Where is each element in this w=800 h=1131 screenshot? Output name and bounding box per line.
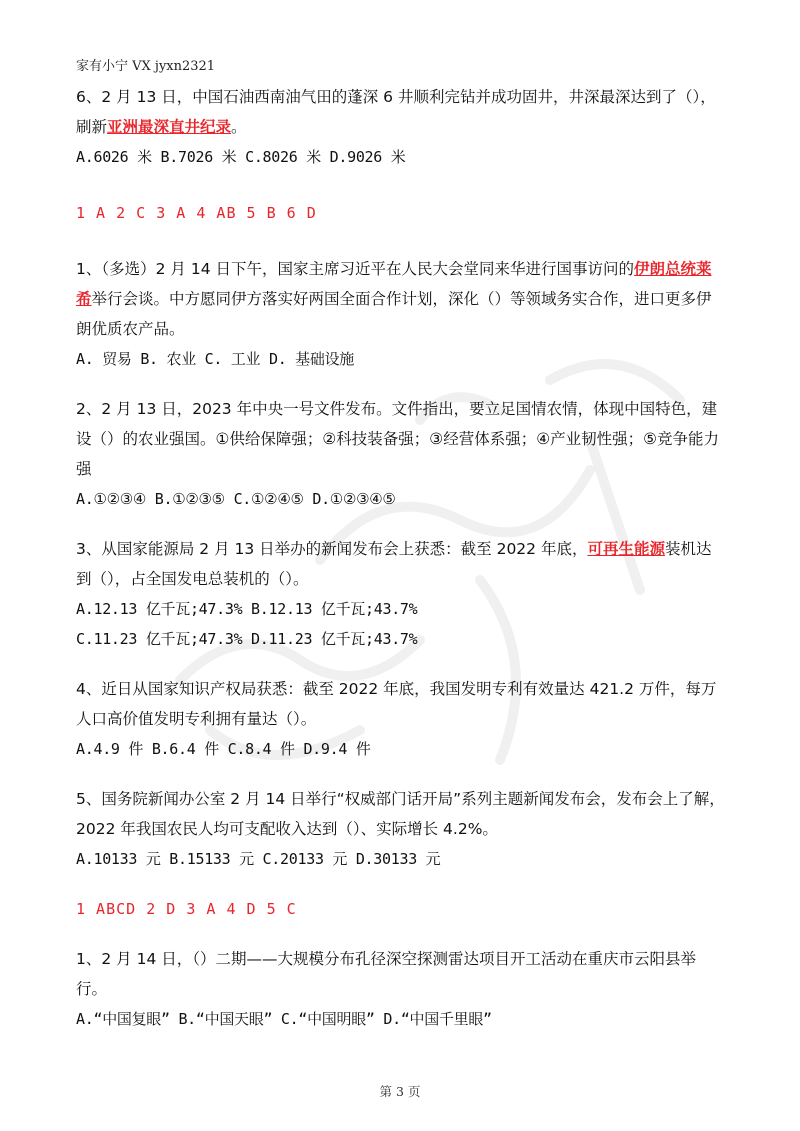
question-options: A.4.9 件 B.6.4 件 C.8.4 件 D.9.4 件 (76, 740, 371, 758)
question-block (76, 674, 726, 764)
question-list (76, 82, 726, 1034)
question-block (76, 394, 726, 514)
page-number: 第 3 页 (379, 1084, 421, 1099)
question-stem: 3、从国家能源局 2 月 13 日举办的新闻发布会上获悉：截至 2022 年底，可再生能源装机达到（），占全国发电总装机的（）。 (76, 540, 712, 588)
highlight-term: 伊朗总统莱希 (76, 260, 712, 308)
question-stem: 5、国务院新闻办公室 2 月 14 日举行“权威部门话开局”系列主题新闻发布会，发布会上了解，2022 年我国农民人均可支配收入达到（）、实际增长 4.2%。 (76, 790, 725, 838)
question-block (76, 944, 726, 1034)
question-block (76, 784, 726, 874)
question-options: A.6026 米 B.7026 米 C.8026 米 D.9026 米 (76, 148, 406, 166)
question-options: A.①②③④ B.①②③⑤ C.①②④⑤ D.①②③④⑤ (76, 490, 396, 508)
question-stem: 6、2 月 13 日，中国石油西南油气田的蓬深 6 井顺利完钻并成功固井，井深最深达到了（），刷新亚洲最深直井纪录。 (76, 88, 716, 136)
question-stem: 1、2 月 14 日，（）二期——大规模分布孔径深空探测雷达项目开工活动在重庆市云阳县举行。 (76, 950, 696, 998)
question-stem: 2、2 月 13 日，2023 年中央一号文件发布。文件指出，要立足国情农情，体现中国特色，建设（）的农业强国。①供给保障强；②科技装备强；③经营体系强；④产业韧性强；⑤竞争能力强 (76, 400, 719, 478)
question-block (76, 534, 726, 654)
highlight-term: 亚洲最深直井纪录 (107, 118, 232, 136)
question-options: A.12.13 亿千瓦;47.3% B.12.13 亿千瓦;43.7% (76, 600, 418, 618)
question-block (76, 82, 726, 172)
answer-key: 1 A 2 C 3 A 4 AB 5 B 6 D (76, 204, 317, 222)
answer-key: 1 ABCD 2 D 3 A 4 D 5 C (76, 900, 297, 918)
question-options: A.10133 元 B.15133 元 C.20133 元 D.30133 元 (76, 850, 441, 868)
question-options: A. 贸易 B. 农业 C. 工业 D. 基础设施 (76, 350, 354, 368)
page-header: 家有小宁 VX jyxn2321 (76, 59, 216, 74)
question-options: A.“中国复眼” B.“中国天眼” C.“中国明眼” D.“中国千里眼” (76, 1010, 492, 1028)
question-stem: 1、（多选）2 月 14 日下午，国家主席习近平在人民大会堂同来华进行国事访问的伊朗总统莱希举行会谈。中方愿同伊方落实好两国全面合作计划，深化（）等领域务实合作，进口更多伊朗优质农产品。 (76, 260, 712, 338)
question-stem: 4、近日从国家知识产权局获悉：截至 2022 年底，我国发明专利有效量达 421.2 万件，每万人口高价值发明专利拥有量达（）。 (76, 680, 717, 728)
highlight-term: 可再生能源 (587, 540, 665, 558)
question-options: C.11.23 亿千瓦;47.3% D.11.23 亿千瓦;43.7% (76, 630, 418, 648)
question-block (76, 254, 726, 374)
